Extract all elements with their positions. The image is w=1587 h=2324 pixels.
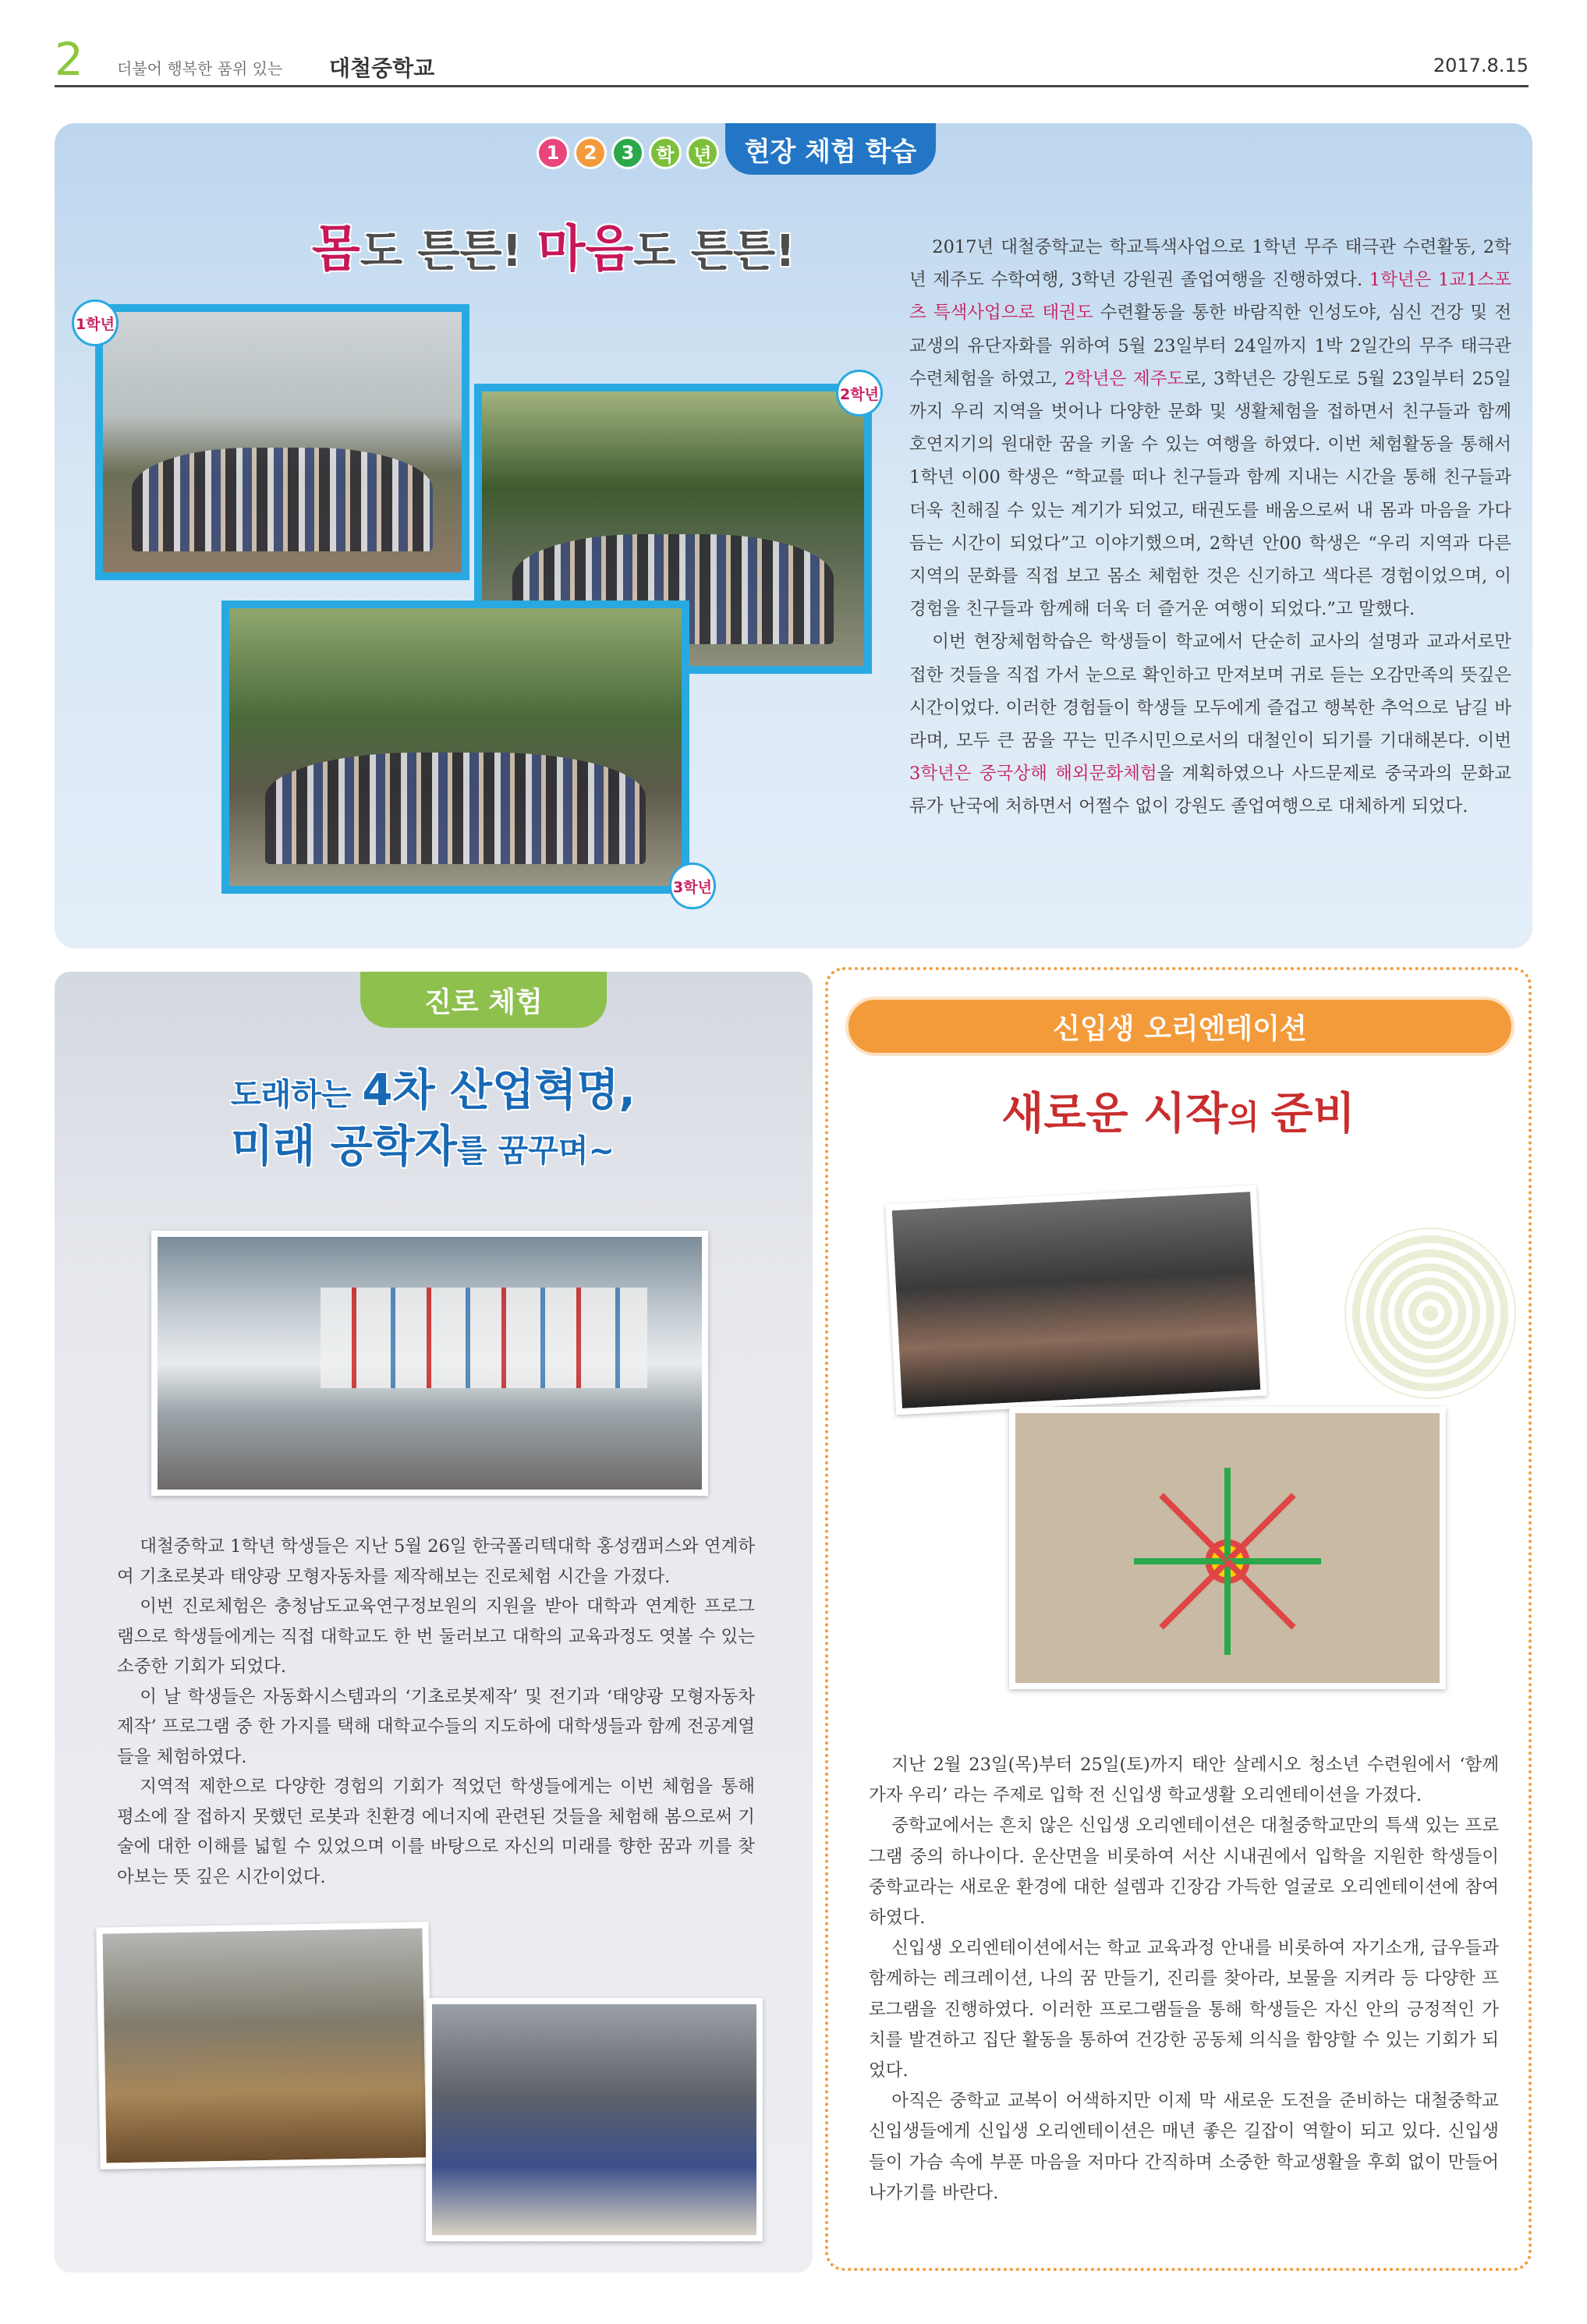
field-trip-title <box>312 209 795 281</box>
workshop-photo-1 <box>96 1922 432 2169</box>
career-article <box>117 1532 755 1892</box>
text-run: 을 계획하였으나 사드문제로 중국과의 문화교류가 난국에 처하면서 어쩔수 없이 강원도 졸업여행으로 대체하게 되었다. <box>909 763 1511 817</box>
grade-pill-3: 3 <box>611 136 644 169</box>
field-trip-section <box>55 123 1532 948</box>
issue-date: 2017.8.15 <box>1433 55 1529 76</box>
grade3-photo <box>221 600 689 894</box>
school-name: 대철중학교 <box>329 55 435 81</box>
page-header <box>55 33 1529 87</box>
career-title-line1 <box>231 1056 636 1118</box>
text-run: 로, 3학년은 강원도로 5월 23일부터 25일까지 우리 지역을 벗어나 다양한 문화 및 생활체험을 접하면서 친구들과 함께 호연지기의 원대한 꿈을 키울 수 있는 여행을 하였다. 이번 체험활동을 통해서 1학년 이00 학생은 “학교를 떠나 친구들과 함께 지내는 시간을 통해 친구들과 더욱 친해질 수 있는 계기가 되었고, 태권도를 배움으로써 내 몸과 마음을 가다듬는 시간이 되었다”고 이야기했으며, 2학년 안00 학생은 “우리 지역과 다른 지역의 문화를 직접 보고 몸소 체험한 것은 신기하고 색다른 경험이었으며, 이 경험을 친구들과 함께해 더욱 더 즐거운 여행이 되었다.”고 말했다. <box>909 368 1512 620</box>
article-paragraph: 대철중학교 1학년 학생들은 지난 5월 26일 한국폴리텍대학 홍성캠퍼스와 연계하여 기초로봇과 태양광 모형자동차를 제작해보는 진로체험 시간을 가졌다. <box>117 1536 755 1587</box>
page-number: 2 <box>55 33 83 86</box>
title-text: 미래 공학자 <box>231 1121 457 1172</box>
title-text: 새로운 시작 <box>1001 1089 1228 1139</box>
highlight-run: 1학년은 1교1스포츠 특색사업으로 태권도 <box>909 270 1511 324</box>
title-body-word: 몸 <box>312 221 360 278</box>
title-text: 도 튼튼! <box>360 226 537 277</box>
article-paragraph <box>909 231 1511 625</box>
decorative-circles <box>1344 1228 1516 1399</box>
article-paragraph: 중학교에서는 흔치 않은 신입생 오리엔테이션은 대철중학교만의 특색 있는 프로그램 중의 하나이다. 운산면을 비롯하여 서산 시내권에서 입학을 지원한 학생들이 중학교라는 새로운 환경에 대한 설렘과 긴장감 가득한 얼굴로 오리엔테이션에 참여하였다. <box>869 1816 1499 1929</box>
orientation-section <box>825 967 1532 2271</box>
highlight-run: 2학년은 제주도 <box>1064 368 1185 389</box>
article-paragraph: 이번 진로체험은 충청남도교육연구정보원의 지원을 받아 대학과 연계한 프로그램으로 학생들에게는 직접 대학교도 한 번 둘러보고 대학의 교육과정도 엿볼 수 있는 소중한 기회가 되었다. <box>117 1596 755 1677</box>
grade-pill-1: 1 <box>537 136 569 169</box>
grade-pills <box>537 131 719 175</box>
article-paragraph: 지난 2월 23일(목)부터 25일(토)까지 태안 살레시오 청소년 수련원에서 ‘함께 가자 우리’ 라는 주제로 입학 전 신입생 학교생활 오리엔테이션을 가졌다. <box>869 1755 1499 1806</box>
students-group <box>265 753 645 863</box>
article-paragraph: 이 날 학생들은 자동화시스템과의 ‘기초로봇제작’ 및 전기과 ‘태양광 모형자동차 제작’ 프로그램 중 한 가지를 택해 대학교수들의 지도하에 대학생들과 함께 전공계열들을 체험하였다. <box>117 1686 755 1767</box>
grade1-photo <box>95 304 469 580</box>
grade-pill-nyeon: 년 <box>686 136 719 169</box>
orientation-photo-2 <box>1009 1407 1446 1689</box>
school-tagline: 더불어 행복한 품위 있는 <box>117 59 283 78</box>
section-tab-field-trip: 현장 체험 학습 <box>725 123 936 175</box>
section-tab-career: 진로 체험 <box>360 972 607 1028</box>
title-text: 4차 산업혁명, <box>362 1065 636 1116</box>
article-paragraph: 지역적 제한으로 다양한 경험의 기회가 적었던 학생들에게는 이번 체험을 통해 평소에 잘 접하지 못했던 로봇과 친환경 에너지에 관련된 것들을 체험해 봄으로써 기술에 대한 이해를 넓힐 수 있었으며 이를 바탕으로 자신의 미래를 향한 꿈과 끼를 찾아보는 뜻 깊은 시간이었다. <box>117 1777 755 1887</box>
robot-lab-photo <box>151 1231 708 1496</box>
article-paragraph: 신입생 오리엔테이션에서는 학교 교육과정 안내를 비롯하여 자기소개, 급우들과 함께하는 레크레이션, 나의 꿈 만들기, 진리를 찾아라, 보물을 지켜라 등 다양한 프로그램을 진행하였다. 이러한 프로그램들을 통해 학생들은 자신 안의 긍정적인 가치를 발견하고 집단 활동을 통하여 건강한 공동체 의식을 함양할 수 있는 기회가 되었다. <box>869 1938 1499 2081</box>
title-text: 를 꿈꾸며~ <box>456 1133 615 1169</box>
title-text: 도래하는 <box>231 1077 363 1113</box>
workshop-photo-2 <box>426 1998 763 2241</box>
text-run: 2017년 대철중학교는 학교특색사업으로 1학년 무주 태극관 수련활동, 2학년 제주도 수학여행, 3학년 강원권 졸업여행을 진행하였다. <box>909 237 1511 291</box>
career-section <box>55 972 813 2273</box>
title-mind-word: 마음 <box>537 221 634 278</box>
grade1-badge: 1학년 <box>72 299 119 346</box>
article-paragraph: 아직은 중학교 교복이 어색하지만 이제 막 새로운 도전을 준비하는 대철중학교 신입생들에게 신입생 오리엔테이션은 매년 좋은 길잡이 역할이 되고 있다. 신입생들이 가슴 속에 부푼 마음을 저마다 간직하며 소중한 학교생활을 후회 없이 만들어나가기를 바란다. <box>869 2091 1499 2203</box>
title-text: 의 <box>1227 1098 1271 1136</box>
grade3-badge: 3학년 <box>669 863 716 909</box>
career-title-line2 <box>231 1112 615 1174</box>
text-run: 수련활동을 통한 바람직한 인성도야, 심신 건강 및 전교생의 유단자화를 위하여 5월 23일부터 24일까지 1박 2일간의 무주 태극관 수련체험을 하였고, <box>909 303 1511 389</box>
article-paragraph <box>909 625 1511 823</box>
field-trip-article <box>909 231 1511 824</box>
title-text: 준비 <box>1270 1089 1355 1139</box>
text-run: 이번 현장체험학습은 학생들이 학교에서 단순히 교사의 설명과 교과서로만 접한 것들을 직접 가서 눈으로 확인하고 만져보며 귀로 듣는 오감만족의 뜻깊은 시간이었다. 이러한 경험들이 학생들 모두에게 즐겁고 행복한 추억으로 남길 바라며, 모두 큰 꿈을 꾸는 민주시민으로서의 대철인이 되기를 기대해본다. 이번 <box>909 632 1511 752</box>
title-text: 도 튼튼! <box>633 226 795 277</box>
grade-pill-2: 2 <box>574 136 607 169</box>
lab-equipment <box>321 1288 647 1389</box>
orientation-photo-1 <box>885 1185 1266 1415</box>
students-group <box>132 448 433 552</box>
orientation-title <box>828 1079 1529 1142</box>
grade2-badge: 2학년 <box>836 370 883 416</box>
highlight-run: 3학년은 중국상해 해외문화체험 <box>909 763 1157 785</box>
section-bar-orientation: 신입생 오리엔테이션 <box>845 997 1514 1056</box>
grade-pill-hak: 학 <box>649 136 682 169</box>
orientation-article <box>869 1750 1499 2209</box>
